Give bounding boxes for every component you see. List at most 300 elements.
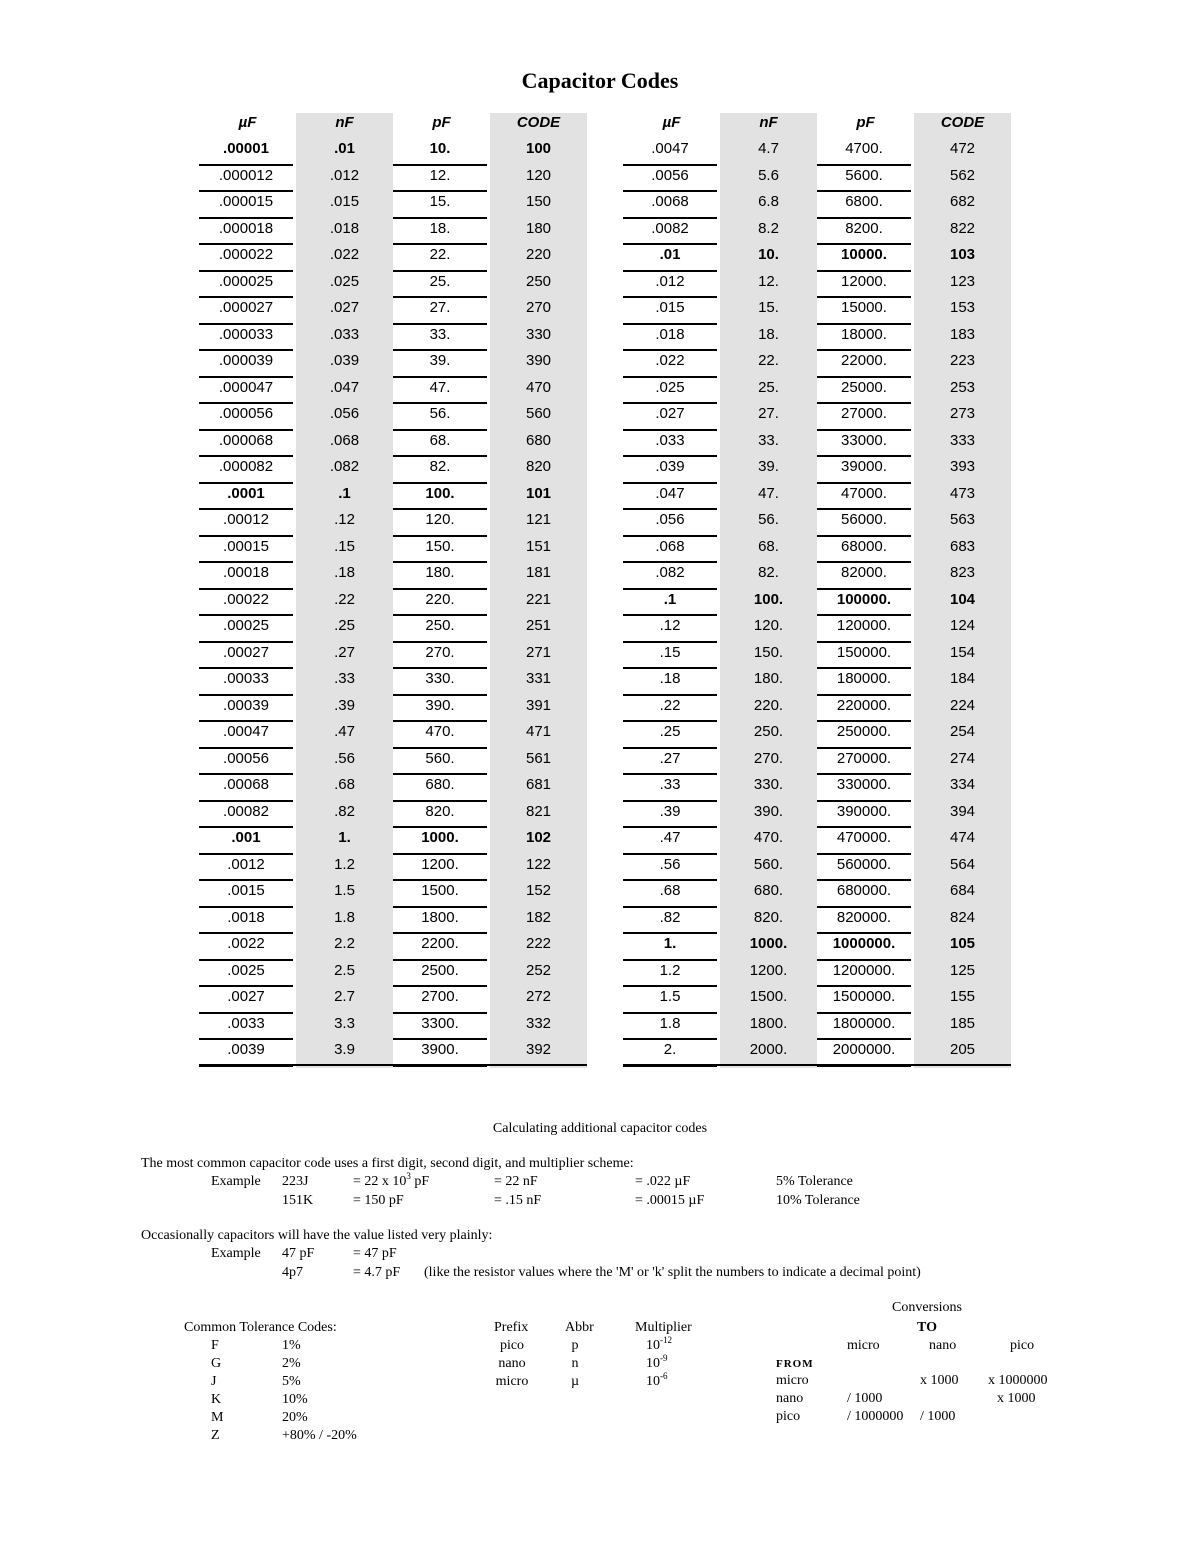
code-cell: 102 <box>525 829 552 846</box>
nf-cell: .047 <box>329 378 360 396</box>
plain-ex2-value: = 4.7 pF <box>353 1265 401 1280</box>
table-row <box>623 404 1011 431</box>
table-row <box>623 1040 1011 1067</box>
table-row <box>199 325 587 352</box>
uf-cell: .18 <box>623 669 717 696</box>
pf-cell: 470. <box>393 722 487 749</box>
pf-cell: 100. <box>393 484 487 511</box>
pf-cell: 1500000. <box>817 987 911 1014</box>
table-row <box>623 616 1011 643</box>
code-cell: 121 <box>525 511 552 528</box>
uf-cell: .000056 <box>199 404 293 431</box>
uf-cell: .00039 <box>199 696 293 723</box>
nf-cell: 1. <box>338 829 351 846</box>
code-cell: 222 <box>525 935 552 952</box>
uf-cell: .56 <box>623 855 717 882</box>
table-row <box>623 802 1011 829</box>
uf-cell: .082 <box>623 563 717 590</box>
multiplier-exponent: -6 <box>660 1371 668 1381</box>
multiplier-exponent: -12 <box>660 1335 672 1345</box>
table-row <box>199 245 587 272</box>
nf-cell: 470. <box>753 829 784 846</box>
nf-cell: 330. <box>753 776 784 793</box>
pf-cell: 18000. <box>817 325 911 352</box>
pf-cell: 250. <box>393 616 487 643</box>
uf-cell: .22 <box>623 696 717 723</box>
table-row <box>199 749 587 776</box>
pf-cell: 56000. <box>817 510 911 537</box>
nf-cell: .27 <box>334 643 355 661</box>
uf-cell: .025 <box>623 378 717 405</box>
uf-cell: .0039 <box>199 1040 293 1067</box>
table-row <box>623 192 1011 219</box>
pf-cell: 250000. <box>817 722 911 749</box>
pf-cell: 680. <box>393 775 487 802</box>
nf-cell: 1800. <box>749 1014 788 1032</box>
prefix-multiplier <box>646 1353 668 1372</box>
uf-cell: .000025 <box>199 272 293 299</box>
header-nf: nF <box>759 114 778 131</box>
uf-cell: .00001 <box>199 139 293 166</box>
tolerance-code: F <box>211 1338 219 1353</box>
table-row <box>199 1014 587 1041</box>
pf-cell: 1200. <box>393 855 487 882</box>
table-row <box>623 828 1011 855</box>
pf-cell: 15. <box>393 192 487 219</box>
uf-cell: .0025 <box>199 961 293 988</box>
table-row <box>623 749 1011 776</box>
table-row <box>623 484 1011 511</box>
conversion-factor: x 1000000 <box>988 1373 1048 1388</box>
nf-cell: 1.2 <box>334 855 355 873</box>
pf-cell: 3300. <box>393 1014 487 1041</box>
table-row <box>623 431 1011 458</box>
nf-cell: .1 <box>338 484 351 502</box>
pf-cell: 1500. <box>393 881 487 908</box>
code-cell: 101 <box>525 484 552 502</box>
table-row <box>199 855 587 882</box>
nf-cell: .01 <box>334 140 355 157</box>
table-row <box>199 537 587 564</box>
code-cell: 103 <box>949 246 976 263</box>
tolerance-value: 2% <box>282 1356 301 1371</box>
calc-ex1-pf-exponent: 3 <box>406 1171 411 1181</box>
uf-cell: .0012 <box>199 855 293 882</box>
uf-cell: 1.5 <box>623 987 717 1014</box>
uf-cell: .0001 <box>199 484 293 511</box>
table-row <box>623 934 1011 961</box>
uf-cell: .033 <box>623 431 717 458</box>
code-cell: 184 <box>949 670 976 687</box>
code-cell: 681 <box>525 776 552 793</box>
table-row <box>199 166 587 193</box>
pf-cell: 82000. <box>817 563 911 590</box>
pf-cell: 1800. <box>393 908 487 935</box>
capacitor-table-right <box>623 113 1011 1068</box>
multiplier-header: Multiplier <box>635 1320 692 1335</box>
pf-cell: 4700. <box>817 139 911 166</box>
pf-cell: 330000. <box>817 775 911 802</box>
table-row <box>623 1014 1011 1041</box>
code-cell: 250 <box>525 272 552 290</box>
code-cell: 680 <box>525 431 552 449</box>
table-row <box>199 510 587 537</box>
nf-cell: 820. <box>753 908 784 926</box>
nf-cell: .039 <box>329 352 360 369</box>
uf-cell: .00012 <box>199 510 293 537</box>
code-cell: 251 <box>525 617 552 634</box>
table-row <box>623 166 1011 193</box>
code-cell: 330 <box>525 325 552 343</box>
prefix-abbr: p <box>571 1338 579 1353</box>
nf-cell: 1.5 <box>334 882 355 899</box>
code-cell: 150 <box>525 193 552 210</box>
nf-cell: 680. <box>753 882 784 899</box>
uf-cell: .68 <box>623 881 717 908</box>
code-cell: 272 <box>525 988 552 1005</box>
code-cell: 153 <box>949 299 976 316</box>
table-row <box>199 669 587 696</box>
pf-cell: 680000. <box>817 881 911 908</box>
table-row <box>199 378 587 405</box>
code-cell: 100 <box>525 140 552 157</box>
table-row <box>199 802 587 829</box>
uf-cell: .47 <box>623 828 717 855</box>
pf-cell: 8200. <box>817 219 911 246</box>
table-row <box>199 696 587 723</box>
nf-cell: 560. <box>753 855 784 873</box>
code-cell: 390 <box>525 352 552 369</box>
uf-cell: .012 <box>623 272 717 299</box>
calc-example-label: Example <box>211 1174 261 1189</box>
nf-cell: 2.2 <box>334 935 355 952</box>
code-cell: 474 <box>949 829 976 846</box>
nf-cell: .56 <box>334 749 355 767</box>
uf-cell: .000068 <box>199 431 293 458</box>
table-row <box>623 298 1011 325</box>
code-cell: 155 <box>949 988 976 1005</box>
uf-cell: .0068 <box>623 192 717 219</box>
code-cell: 334 <box>949 776 976 793</box>
table-row <box>199 457 587 484</box>
nf-cell: 47. <box>758 484 779 502</box>
code-cell: 561 <box>525 749 552 767</box>
conversion-from-unit: nano <box>776 1391 804 1406</box>
nf-cell: .027 <box>329 299 360 316</box>
code-cell: 562 <box>949 166 976 184</box>
plain-example-label: Example <box>211 1246 261 1261</box>
nf-cell: 3.3 <box>334 1014 355 1032</box>
code-cell: 472 <box>949 140 976 157</box>
code-cell: 471 <box>525 723 552 740</box>
header-code: CODE <box>516 114 561 131</box>
code-cell: 220 <box>525 246 552 263</box>
table-row <box>199 431 587 458</box>
table-row <box>199 881 587 908</box>
table-row <box>199 1040 587 1067</box>
pf-cell: 33. <box>393 325 487 352</box>
nf-cell: 27. <box>758 405 779 422</box>
tolerance-value: 10% <box>282 1392 308 1407</box>
nf-cell: .68 <box>334 776 355 793</box>
code-cell: 151 <box>525 537 552 555</box>
nf-cell: .025 <box>329 272 360 290</box>
uf-cell: .01 <box>623 245 717 272</box>
table-row <box>199 616 587 643</box>
prefix-abbr: n <box>571 1356 579 1371</box>
tolerance-code: K <box>211 1392 222 1407</box>
pf-cell: 27. <box>393 298 487 325</box>
table-row <box>199 139 587 166</box>
conversions-heading: Conversions <box>892 1300 962 1315</box>
pf-cell: 2700. <box>393 987 487 1014</box>
pf-cell: 270000. <box>817 749 911 776</box>
code-cell: 124 <box>949 617 976 634</box>
nf-cell: .12 <box>334 511 355 528</box>
code-cell: 393 <box>949 458 976 475</box>
pf-cell: 68. <box>393 431 487 458</box>
pf-cell: 120000. <box>817 616 911 643</box>
calc-ex1-pf <box>353 1171 430 1190</box>
code-cell: 332 <box>525 1014 552 1032</box>
table-row <box>623 987 1011 1014</box>
code-cell: 392 <box>525 1041 552 1058</box>
calc-ex1-nf: = 22 nF <box>494 1174 538 1189</box>
calc-ex2-pf: = 150 pF <box>353 1193 404 1208</box>
nf-cell: .82 <box>334 802 355 820</box>
conversions-col-nano: nano <box>929 1338 957 1353</box>
uf-cell: .1 <box>623 590 717 617</box>
table-row <box>199 219 587 246</box>
uf-cell: .0018 <box>199 908 293 935</box>
pf-cell: 150000. <box>817 643 911 670</box>
multiplier-exponent: -9 <box>660 1353 668 1363</box>
nf-cell: .022 <box>329 246 360 263</box>
conversions-from-label: FROM <box>776 1358 814 1370</box>
table-row <box>623 510 1011 537</box>
plain-ex1-value: = 47 pF <box>353 1246 397 1261</box>
nf-cell: 2000. <box>749 1041 788 1058</box>
conversion-from-unit: micro <box>776 1373 809 1388</box>
code-cell: 104 <box>949 590 976 608</box>
table-row <box>623 139 1011 166</box>
header-pf: pF <box>856 114 875 131</box>
table-row <box>623 351 1011 378</box>
uf-cell: .0027 <box>199 987 293 1014</box>
calc-ex2-nf: = .15 nF <box>494 1193 542 1208</box>
table-row <box>623 325 1011 352</box>
nf-cell: .22 <box>334 590 355 608</box>
calc-ex1-code: 223J <box>282 1174 309 1189</box>
table-row <box>199 643 587 670</box>
table-row <box>199 484 587 511</box>
nf-cell: .33 <box>334 670 355 687</box>
table-row <box>623 961 1011 988</box>
uf-cell: 2. <box>623 1040 717 1067</box>
uf-cell: .000082 <box>199 457 293 484</box>
pf-cell: 820000. <box>817 908 911 935</box>
pf-cell: 25000. <box>817 378 911 405</box>
code-cell: 253 <box>949 378 976 396</box>
nf-cell: .25 <box>334 617 355 634</box>
pf-cell: 47. <box>393 378 487 405</box>
code-cell: 105 <box>949 935 976 952</box>
code-cell: 821 <box>525 802 552 820</box>
uf-cell: 1.2 <box>623 961 717 988</box>
pf-cell: 5600. <box>817 166 911 193</box>
tolerance-code: J <box>211 1374 217 1389</box>
nf-cell: .012 <box>329 166 360 184</box>
code-cell: 394 <box>949 802 976 820</box>
pf-cell: 820. <box>393 802 487 829</box>
prefix-multiplier <box>646 1335 672 1354</box>
nf-cell: 56. <box>758 511 779 528</box>
pf-cell: 100000. <box>817 590 911 617</box>
calc-heading: Calculating additional capacitor codes <box>492 1121 708 1136</box>
uf-cell: .00022 <box>199 590 293 617</box>
pf-cell: 27000. <box>817 404 911 431</box>
header-code: CODE <box>940 114 985 131</box>
pf-cell: 12000. <box>817 272 911 299</box>
nf-cell: .015 <box>329 193 360 210</box>
uf-cell: .018 <box>623 325 717 352</box>
nf-cell: .15 <box>334 537 355 555</box>
table-row <box>623 908 1011 935</box>
pf-cell: 560. <box>393 749 487 776</box>
uf-cell: .056 <box>623 510 717 537</box>
calc-ex1-tolerance: 5% Tolerance <box>776 1174 853 1189</box>
pf-cell: 25. <box>393 272 487 299</box>
code-cell: 154 <box>949 643 976 661</box>
uf-cell: .015 <box>623 298 717 325</box>
code-cell: 473 <box>949 484 976 502</box>
uf-cell: .039 <box>623 457 717 484</box>
pf-cell: 6800. <box>817 192 911 219</box>
table-row <box>199 404 587 431</box>
pf-cell: 150. <box>393 537 487 564</box>
nf-cell: 5.6 <box>758 166 779 184</box>
pf-cell: 39000. <box>817 457 911 484</box>
table-row <box>623 669 1011 696</box>
pf-cell: 3900. <box>393 1040 487 1067</box>
abbr-header: Abbr <box>565 1320 594 1335</box>
uf-cell: .00015 <box>199 537 293 564</box>
uf-cell: .00082 <box>199 802 293 829</box>
pf-cell: 2000000. <box>817 1040 911 1067</box>
nf-cell: 68. <box>758 537 779 555</box>
code-cell: 221 <box>525 590 552 608</box>
code-cell: 224 <box>949 696 976 714</box>
calc-intro: The most common capacitor code uses a first digit, second digit, and multiplier scheme: <box>141 1156 634 1171</box>
uf-cell: .00018 <box>199 563 293 590</box>
prefix-name: micro <box>495 1374 529 1389</box>
pf-cell: 82. <box>393 457 487 484</box>
code-cell: 125 <box>949 961 976 979</box>
code-cell: 205 <box>949 1041 976 1058</box>
page-title: Capacitor Codes <box>521 68 679 93</box>
nf-cell: 2.7 <box>334 988 355 1005</box>
uf-cell: .022 <box>623 351 717 378</box>
code-cell: 182 <box>525 908 552 926</box>
nf-cell: 39. <box>758 458 779 475</box>
tolerance-code: G <box>211 1356 222 1371</box>
uf-cell: .000018 <box>199 219 293 246</box>
conversion-factor: / 1000 <box>920 1409 956 1424</box>
nf-cell: 8.2 <box>758 219 779 237</box>
pf-cell: 120. <box>393 510 487 537</box>
code-cell: 183 <box>949 325 976 343</box>
uf-cell: .27 <box>623 749 717 776</box>
nf-cell: 6.8 <box>758 193 779 210</box>
code-cell: 683 <box>949 537 976 555</box>
tolerance-value: 20% <box>282 1410 308 1425</box>
table-row <box>199 722 587 749</box>
table-row <box>623 590 1011 617</box>
pf-cell: 22. <box>393 245 487 272</box>
pf-cell: 68000. <box>817 537 911 564</box>
uf-cell: .00025 <box>199 616 293 643</box>
conversions-to-label: TO <box>917 1320 937 1335</box>
uf-cell: .000047 <box>199 378 293 405</box>
uf-cell: 1.8 <box>623 1014 717 1041</box>
prefix-multiplier <box>646 1371 668 1390</box>
pf-cell: 390000. <box>817 802 911 829</box>
pf-cell: 2200. <box>393 934 487 961</box>
conversion-factor: / 1000000 <box>847 1409 904 1424</box>
table-row <box>623 245 1011 272</box>
pf-cell: 15000. <box>817 298 911 325</box>
tolerance-value: 1% <box>282 1338 301 1353</box>
nf-cell: 12. <box>758 272 779 290</box>
pf-cell: 56. <box>393 404 487 431</box>
nf-cell: 1000. <box>749 935 788 952</box>
table-row <box>199 298 587 325</box>
uf-cell: .00056 <box>199 749 293 776</box>
uf-cell: .000027 <box>199 298 293 325</box>
code-cell: 180 <box>525 219 552 237</box>
table-row <box>199 908 587 935</box>
nf-cell: 120. <box>753 617 784 634</box>
plain-ex2-note: (like the resistor values where the 'M' or 'k' split the numbers to indicate a decimal point) <box>424 1265 921 1280</box>
code-cell: 331 <box>525 670 552 687</box>
code-cell: 223 <box>949 352 976 369</box>
tolerance-code: M <box>211 1410 224 1425</box>
nf-cell: .056 <box>329 405 360 422</box>
nf-cell: .018 <box>329 219 360 237</box>
nf-cell: 33. <box>758 431 779 449</box>
nf-cell: 25. <box>758 378 779 396</box>
table-row <box>623 775 1011 802</box>
nf-cell: 250. <box>753 723 784 740</box>
tolerance-code: Z <box>211 1428 220 1443</box>
table-row <box>199 775 587 802</box>
pf-cell: 10000. <box>817 245 911 272</box>
nf-cell: .082 <box>329 458 360 475</box>
pf-cell: 22000. <box>817 351 911 378</box>
calc-ex2-uf: = .00015 µF <box>635 1193 705 1208</box>
table-row <box>199 272 587 299</box>
uf-cell: .068 <box>623 537 717 564</box>
prefix-name: nano <box>498 1356 526 1371</box>
table-row <box>623 696 1011 723</box>
code-cell: 684 <box>949 882 976 899</box>
nf-cell: 82. <box>758 564 779 581</box>
code-cell: 273 <box>949 405 976 422</box>
code-cell: 123 <box>949 272 976 290</box>
uf-cell: .0022 <box>199 934 293 961</box>
calc-ex2-code: 151K <box>282 1193 314 1208</box>
nf-cell: 1200. <box>749 961 788 979</box>
